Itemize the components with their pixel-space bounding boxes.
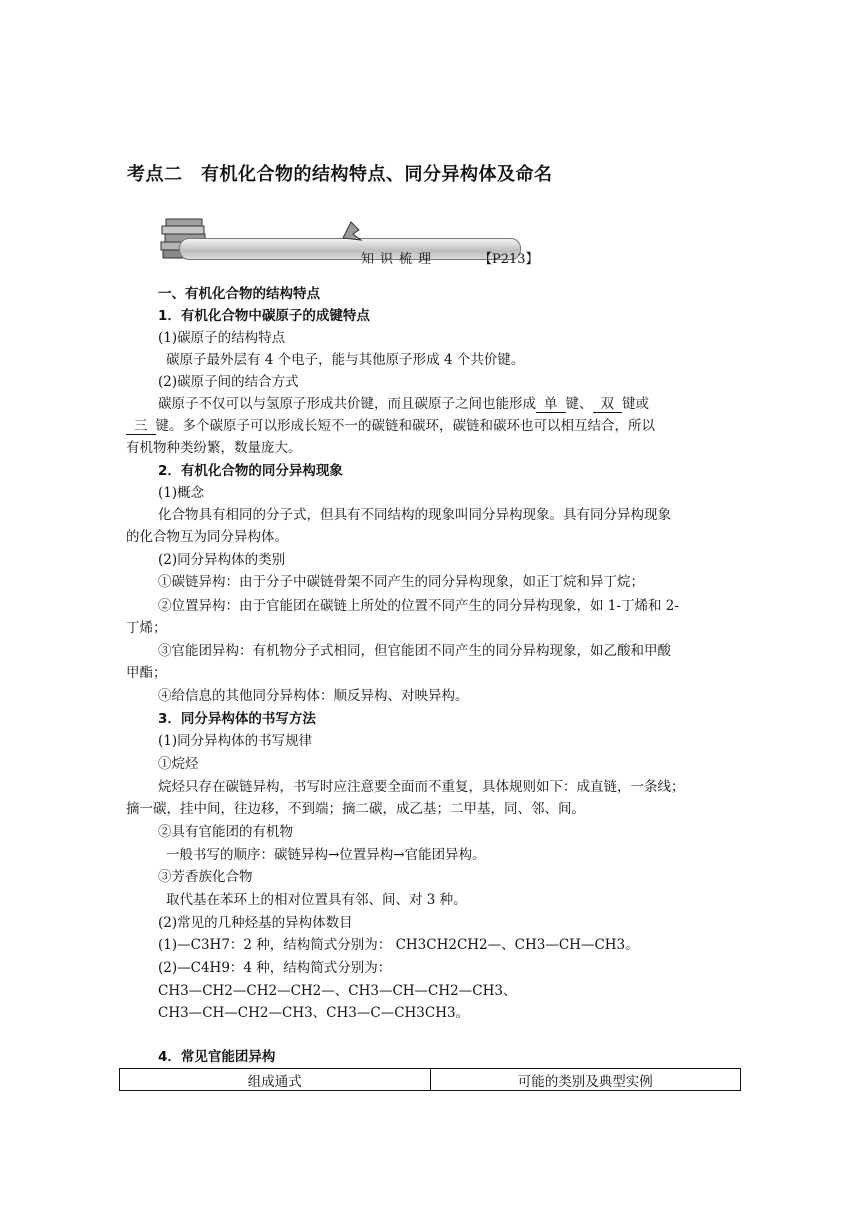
banner-label: 知识梳理 bbox=[361, 252, 438, 267]
formula-line: (1)—C3H7：2 种，结构简式分别为： CH3CH2CH2—、CH3—CH—CH3。 bbox=[158, 937, 639, 953]
paragraph: ③芳香族化合物 bbox=[158, 869, 253, 885]
paragraph-with-blanks bbox=[158, 394, 649, 414]
paragraph: 烷烃只存在碳链异构，书写时应注意要全面而不重复，具体规则如下：成直链，一条线； bbox=[158, 779, 685, 795]
paragraph: ①烷烃 bbox=[158, 756, 199, 772]
paragraph: 甲酯； bbox=[126, 665, 167, 681]
paragraph: 有机物种类纷繁，数量庞大。 bbox=[126, 440, 302, 456]
section-title: 考点二 有机化合物的结构特点、同分异构体及命名 bbox=[127, 164, 553, 185]
paragraph: ②位置异构：由于官能团在碳链上所处的位置不同产生的同分异构现象，如 1-丁烯和 2- bbox=[158, 598, 679, 614]
paragraph: (1)同分异构体的书写规律 bbox=[158, 733, 313, 749]
paragraph: ②具有官能团的有机物 bbox=[158, 824, 293, 840]
paragraph: (2)常见的几种烃基的异构体数目 bbox=[158, 915, 353, 931]
answer-blank: 三 bbox=[126, 418, 156, 435]
subheading-2: 2．有机化合物的同分异构现象 bbox=[158, 463, 343, 479]
paragraph: 一般书写的顺序：碳链异构→位置异构→官能团异构。 bbox=[166, 847, 486, 863]
text-segment: 碳原子不仅可以与氢原子形成共价键，而且碳原子之间也能形成 bbox=[158, 396, 536, 412]
leaf-icon bbox=[339, 218, 365, 244]
paragraph: 化合物具有相同的分子式，但具有不同结构的现象叫同分异构现象。具有同分异构现象 bbox=[158, 507, 671, 523]
paragraph-with-blanks bbox=[126, 416, 655, 436]
formula-line: (2)—C4H9：4 种，结构简式分别为： bbox=[158, 960, 392, 976]
paragraph: (1)碳原子的结构特点 bbox=[158, 330, 286, 346]
paragraph: ④给信息的其他同分异构体：顺反异构、对映异构。 bbox=[158, 688, 469, 704]
knowledge-banner bbox=[157, 216, 537, 272]
answer-blank: 单 bbox=[536, 396, 566, 413]
paragraph: 丁烯； bbox=[126, 620, 167, 636]
subheading-1: 1．有机化合物中碳原子的成键特点 bbox=[158, 308, 370, 324]
banner-page-ref: 【P213】 bbox=[479, 252, 539, 267]
paragraph: (2)碳原子间的结合方式 bbox=[158, 374, 299, 390]
paragraph: ③官能团异构：有机物分子式相同，但官能团不同产生的同分异构现象，如乙酸和甲酸 bbox=[158, 643, 671, 659]
isomer-table bbox=[119, 1068, 741, 1091]
paragraph: 取代基在苯环上的相对位置具有邻、间、对 3 种。 bbox=[166, 892, 467, 908]
text-segment: 键或 bbox=[622, 396, 649, 412]
formula-line: CH3—CH—CH2—CH3、CH3—C—CH3CH3。 bbox=[158, 1005, 470, 1021]
table-header-cell: 可能的类别及典型实例 bbox=[430, 1069, 741, 1090]
answer-blank: 双 bbox=[593, 396, 623, 413]
subheading-3: 3．同分异构体的书写方法 bbox=[158, 711, 316, 727]
paragraph: ①碳链异构：由于分子中碳链骨架不同产生的同分异构现象，如正丁烷和异丁烷； bbox=[158, 574, 644, 590]
text-segment: 键、 bbox=[565, 396, 593, 412]
paragraph: 的化合物互为同分异构体。 bbox=[126, 529, 288, 545]
paragraph: (1)概念 bbox=[158, 485, 205, 501]
heading-1: 一、有机化合物的结构特点 bbox=[158, 286, 320, 302]
formula-line: CH3—CH2—CH2—CH2—、CH3—CH—CH2—CH3、 bbox=[158, 983, 517, 999]
paragraph: 碳原子最外层有 4 个电子，能与其他原子形成 4 个共价键。 bbox=[166, 352, 525, 368]
subheading-4: 4．常见官能团异构 bbox=[158, 1049, 276, 1065]
text-segment: 键。多个碳原子可以形成长短不一的碳链和碳环，碳链和碳环也可以相互结合，所以 bbox=[155, 418, 655, 434]
paragraph: (2)同分异构体的类别 bbox=[158, 552, 286, 568]
paragraph: 摘一碳，挂中间，往边移，不到端；摘二碳，成乙基；二甲基，同、邻、间。 bbox=[126, 801, 585, 817]
table-header-cell: 组成通式 bbox=[247, 1073, 302, 1090]
